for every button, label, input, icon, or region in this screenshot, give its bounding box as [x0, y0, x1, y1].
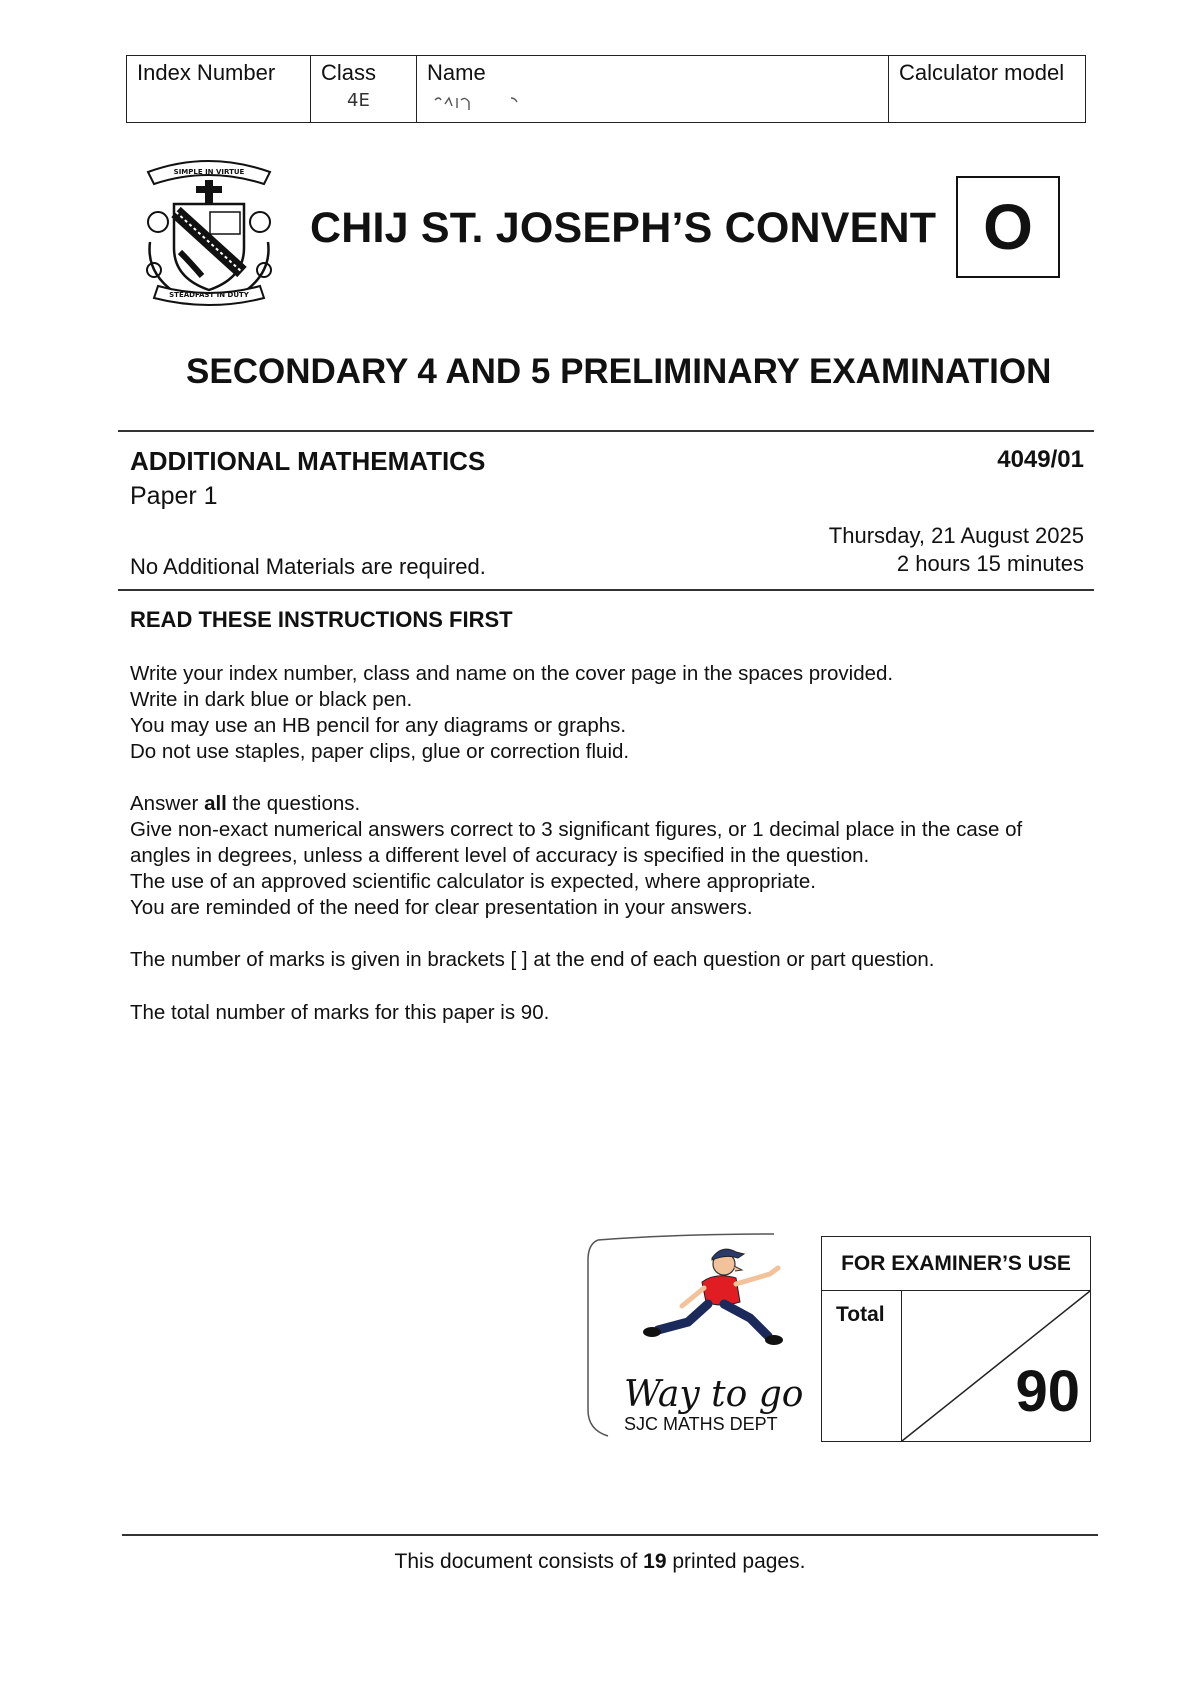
instruction-line: Write in dark blue or black pen.	[130, 688, 413, 711]
paper-code: 4049/01	[997, 446, 1084, 473]
instructions-group-2	[130, 791, 1022, 921]
exam-date: Thursday, 21 August 2025	[828, 523, 1084, 548]
level-box	[956, 176, 1060, 278]
instruction-line: Write your index number, class and name on the cover page in the spaces provided.	[130, 662, 894, 685]
instruction-line-answer: Answer all the questions.	[130, 792, 361, 815]
divider-middle	[118, 589, 1094, 591]
exam-title: SECONDARY 4 AND 5 PRELIMINARY EXAMINATION	[186, 352, 1052, 391]
level-box-letter: O	[983, 191, 1033, 263]
crest-motto-bottom: STEADFAST IN DUTY	[169, 291, 249, 299]
divider-top	[118, 430, 1094, 432]
calculator-model-label: Calculator model	[899, 60, 1065, 85]
school-name: CHIJ ST. JOSEPH’S CONVENT	[310, 204, 937, 252]
divider-footer	[122, 1534, 1098, 1536]
examiner-use-heading: FOR EXAMINER’S USE	[822, 1237, 1090, 1291]
identification-table	[126, 55, 1086, 123]
running-man-icon	[624, 1242, 794, 1362]
total-score-cell[interactable]	[902, 1291, 1090, 1441]
instruction-line: You are reminded of the need for clear presentation in your answers.	[130, 896, 753, 919]
page-count-note: This document consists of 19 printed pages.	[394, 1550, 806, 1573]
exam-duration: 2 hours 15 minutes	[896, 551, 1084, 576]
name-label: Name	[427, 60, 486, 85]
materials-note: No Additional Materials are required.	[130, 554, 486, 579]
instruction-line: Give non-exact numerical answers correct to 3 significant figures, or 1 decimal place in the case of	[130, 818, 1023, 841]
way-to-go-sticker	[584, 1230, 804, 1440]
index-number-label: Index Number	[137, 60, 276, 85]
marks-note: The number of marks is given in brackets [ ] at the end of each question or part question.	[130, 948, 935, 971]
instructions-group-1	[130, 661, 893, 765]
instruction-line: angles in degrees, unless a different level of accuracy is specified in the question.	[130, 844, 870, 867]
total-label: Total	[822, 1291, 902, 1441]
school-crest-icon	[136, 152, 282, 310]
name-field[interactable]	[417, 56, 889, 122]
examiner-use-box	[821, 1236, 1091, 1442]
index-number-field[interactable]	[127, 56, 311, 122]
page-count: 19	[643, 1550, 667, 1573]
class-label: Class	[321, 60, 377, 85]
instruction-line: The use of an approved scientific calculator is expected, where appropriate.	[130, 870, 816, 893]
paper-number: Paper 1	[130, 482, 218, 510]
class-value: 4E	[347, 90, 370, 111]
calculator-model-field[interactable]	[889, 56, 1085, 122]
subject-name: ADDITIONAL MATHEMATICS	[130, 446, 486, 476]
total-marks-note: The total number of marks for this paper is 90.	[130, 1001, 550, 1024]
sticker-department: SJC MATHS DEPT	[624, 1414, 778, 1434]
class-field[interactable]	[311, 56, 417, 122]
total-marks-value: 90	[1015, 1359, 1080, 1424]
instruction-line: Do not use staples, paper clips, glue or correction fluid.	[130, 740, 630, 763]
crest-motto-top: SIMPLE IN VIRTUE	[173, 168, 245, 176]
instructions-heading: READ THESE INSTRUCTIONS FIRST	[130, 607, 513, 632]
handwritten-name-scribble	[431, 92, 541, 112]
instruction-line: You may use an HB pencil for any diagrams or graphs.	[130, 714, 627, 737]
sticker-slogan: Way to go	[624, 1374, 804, 1415]
